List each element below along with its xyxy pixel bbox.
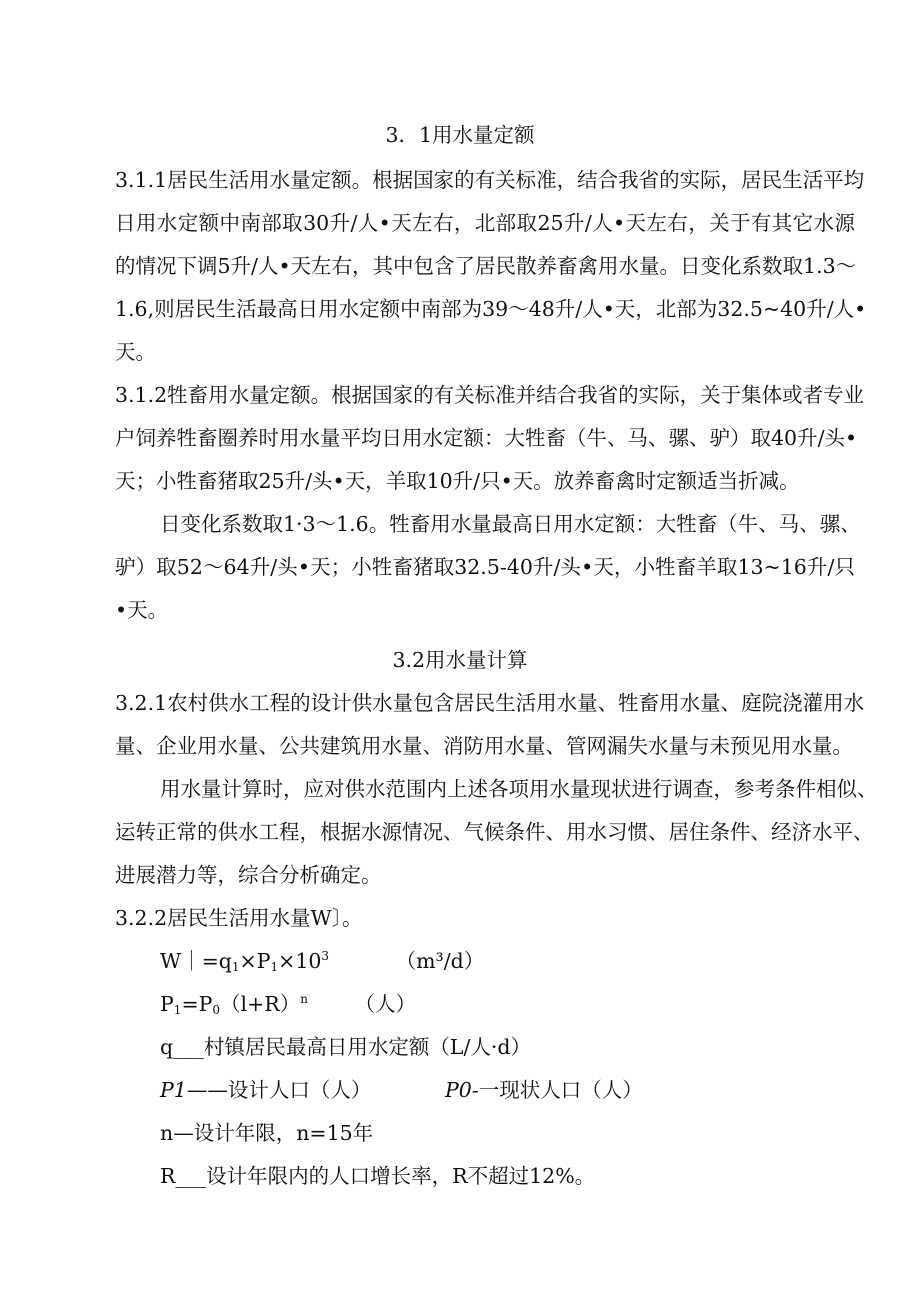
definition-p1: P1——设计人口（人） xyxy=(160,1078,372,1102)
definition-n: n—设计年限，n=15年 xyxy=(160,1121,374,1145)
formula-p1-unit: （人） xyxy=(354,992,416,1016)
para-3-1-2-line-3: 天；小牲畜猪取25升/头•天，羊取10升/只•天。放养畜禽时定额适当折减。 xyxy=(115,469,800,493)
section-title-3-1: 3．1用水量定额 xyxy=(385,123,535,147)
para-3-1-2-line-1: 3.1.2牲畜用水量定额。根据国家的有关标准并结合我省的实际，关于集体或者专业 xyxy=(115,383,865,407)
para-3-1-1-line-4: 1.6,则居民生活最高日用水定额中南部为39～48升/人•天，北部为32.5~40升/人• xyxy=(115,297,867,321)
para-3-1-1-line-5: 天。 xyxy=(115,340,156,364)
para-3-1-1-line-1: 3.1.1居民生活用水量定额。根据国家的有关标准，结合我省的实际，居民生活平均 xyxy=(115,168,865,192)
para-daily-variation-line-1: 日变化系数取1·3～1.6。牲畜用水量最高日用水定额：大牲畜（牛、马、骡、 xyxy=(160,512,861,536)
section-title-3-2: 3.2用水量计算 xyxy=(392,648,528,672)
para-3-1-1-line-3: 的情况下调5升/人•天左右，其中包含了居民散养畜禽用水量。日变化系数取1.3～ xyxy=(115,254,857,278)
para-3-2-1-line-1: 3.2.1农村供水工程的设计供水量包含居民生活用水量、牲畜用水量、庭院浇灌用水 xyxy=(115,691,865,715)
para-daily-variation-line-3: •天。 xyxy=(115,598,169,622)
definition-p0: P0-一现状人口（人） xyxy=(445,1078,643,1102)
para-3-1-1-line-2: 日用水定额中南部取30升/人•天左右，北部取25升/人•天左右，关于有其它水源 xyxy=(115,211,855,235)
para-calc-line-1: 用水量计算时，应对供水范围内上述各项用水量现状进行调查，参考条件相似、 xyxy=(160,777,878,801)
para-daily-variation-line-2: 驴）取52～64升/头•天；小牲畜猪取32.5-40升/头•天，小牲畜羊取13~16升/只 xyxy=(115,555,855,579)
para-3-2-2-heading: 3.2.2居民生活用水量W〕。 xyxy=(115,906,363,930)
formula-p1: $P_1=P_0(l+R)^n$ （人） xyxy=(160,992,416,1017)
definition-r: R___设计年限内的人口增长率，R不超过12%。 xyxy=(160,1164,596,1188)
formula-w1-unit: （m³/d） xyxy=(395,949,485,973)
para-3-1-2-line-2: 户饲养牲畜圈养时用水量平均日用水定额：大牲畜（牛、马、骡、驴）取40升/头• xyxy=(115,426,858,450)
formula-w1: $W|=q_1\times P_1\times 10^3$ （m³/d） xyxy=(160,949,485,974)
para-calc-line-2: 运转正常的供水工程，根据水源情况、气候条件、用水习惯、居住条件、经济水平、 xyxy=(115,820,874,844)
definition-q: q___村镇居民最高日用水定额（L/人·d） xyxy=(160,1035,532,1059)
para-3-2-1-line-2: 量、企业用水量、公共建筑用水量、消防用水量、管网漏失水量与未预见用水量。 xyxy=(115,734,853,758)
para-calc-line-3: 进展潜力等，综合分析确定。 xyxy=(115,863,382,887)
